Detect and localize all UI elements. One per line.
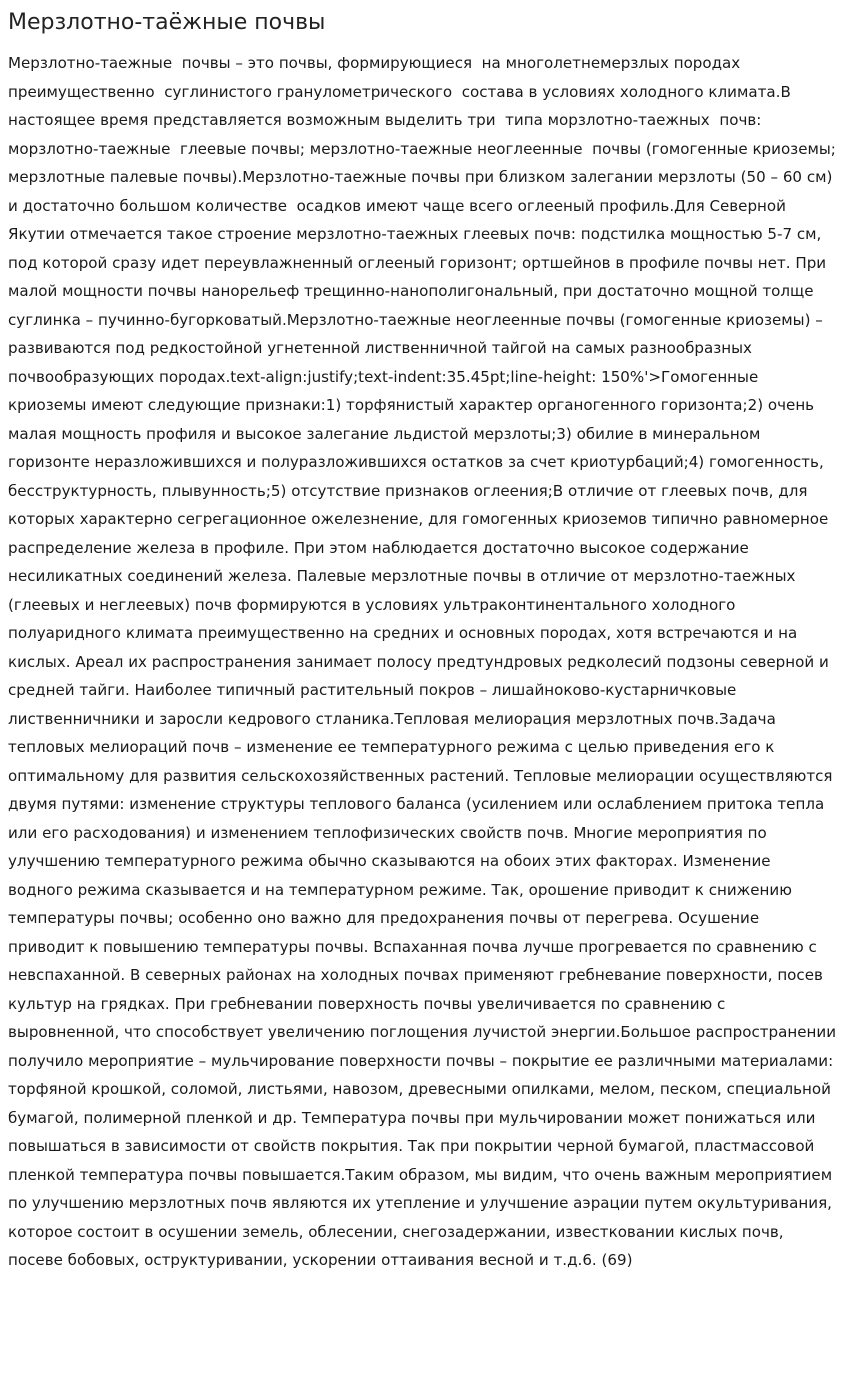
article-title: Мерзлотно-таёжные почвы bbox=[8, 10, 326, 35]
article-body: Мерзлотно-таежные почвы – это почвы, формирующиеся на многолетнемерзлых породах преимущественно суглинистого гранулометрического состава в условиях холодного климата.В настоящее время представляется возможным выделить три типа морзлотно-таежных почв: морзлотно-таежные глеевые почвы; мерзлотно-таежные неоглеенные почвы (гомогенные криоземы; мерзлотные палевые почвы).Мерзлотно-таежные почвы при близком залегании мерзлоты (50 – 60 см) и достаточно большом количестве осадков имеют чаще всего оглееный профиль.Для Северной Якутии отмечается такое строение мерзлотно-таежных глеевых почв: подстилка мощностью 5-7 см, под которой сразу идет переувлажненный оглееный горизонт; ортшейнов в профиле почвы нет. При малой мощности почвы нанорельеф трещинно-нанополигональный, при достаточно мощной толще суглинка – пучинно-бугорковатый.Мерзлотно-таежные неоглеенные почвы (гомогенные криоземы) – развиваются под редкостойной угнетенной лиственничной тайгой на самых разнообразных почвообразующих породах.text-align:justify;text-indent:35.45pt;line-height: 150%'>Гомогенные криоземы имеют следующие признаки:1) торфянистый характер органогенного горизонта;2) очень малая мощность профиля и высокое залегание льдистой мерзлоты;3) обилие в минеральном горизонте неразложившихся и полуразложившихся остатков за счет криотурбаций;4) гомогенность, бесструктурность, плывунность;5) отсутствие признаков оглеения;В отличие от глеевых почв, для которых характерно сегрегационное ожелезнение, для гомогенных криоземов типично равномерное распределение железа в профиле. При этом наблюдается достаточно высокое содержание несиликатных соединений железа. Палевые мерзлотные почвы в отличие от мерзлотно-таежных (глеевых и неглеевых) почв формируются в условиях ультраконтинентального холодного полуаридного климата преимущественно на средних и основных породах, хотя встречаются и на кислых. Ареал их распространения занимает полосу предтундровых редколесий подзоны северной и средней тайги. Наиболее типичный растительный покров – лишайноково-кустарничковые лиственничники и заросли кедрового стланика.Тепловая мелиорация мерзлотных почв.Задача тепловых мелиораций почв – изменение ее температурного режима с целью приведения его к оптимальному для развития сельскохозяйственных растений. Тепловые мелиорации осуществляются двумя путями: изменение структуры теплового баланса (усилением или ослаблением притока тепла или его расходования) и изменением теплофизических свойств почв. Многие мероприятия по улучшению температурного режима обычно сказываются на обоих этих факторах. Изменение водного режима сказывается и на температурном режиме. Так, орошение приводит к снижению температуры почвы; особенно оно важно для предохранения почвы от перегрева. Осушение приводит к повышению температуры почвы. Вспаханная почва лучше прогревается по сравнению с невспаханной. В северных районах на холодных почвах применяют гребневание поверхности, посев культур на грядках. При гребневании поверхность почвы увеличивается по сравнению с выровненной, что способствует увеличению поглощения лучистой энергии.Большое распространении получило мероприятие – мульчирование поверхности почвы – покрытие ее различными материалами: торфяной крошкой, соломой, листьями, навозом, древесными опилками, мелом, песком, специальной бумагой, полимерной пленкой и др. Температура почвы при мульчировании может понижаться или повышаться в зависимости от свойств покрытия. Так при покрытии черной бумагой, пластмассовой пленкой температура почвы повышается.Таким образом, мы видим, что очень важным мероприятием по улучшению мерзлотных почв являются их утепление и улучшение аэрации путем окультуривания, которое состоит в осушении земель, облесении, снегозадержании, известковании кислых почв, посеве бобовых, оструктуривании, ускорении оттаивания весной и т.д.6. (69) bbox=[8, 54, 841, 1269]
